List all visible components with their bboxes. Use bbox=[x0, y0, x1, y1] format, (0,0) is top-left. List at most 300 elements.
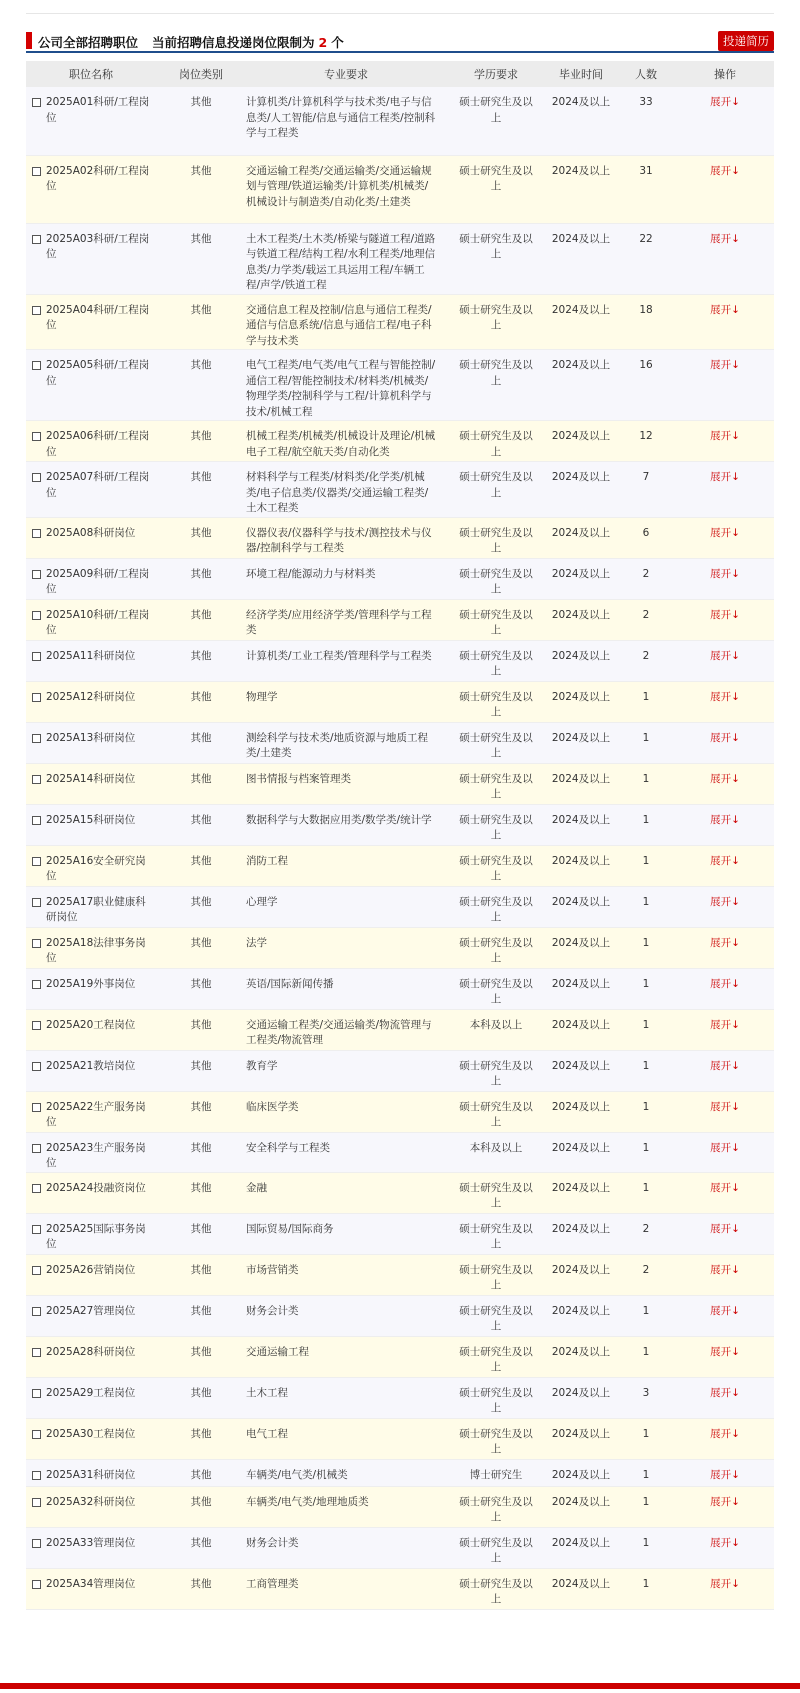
table-row bbox=[26, 1486, 774, 1527]
row-checkbox[interactable] bbox=[32, 1266, 41, 1275]
cell-graduation: 2024及以上 bbox=[546, 1009, 616, 1050]
cell-graduation: 2024及以上 bbox=[546, 1091, 616, 1132]
row-checkbox[interactable] bbox=[32, 570, 41, 579]
position-name: 2025A09科研/工程岗位 bbox=[46, 567, 150, 595]
cell-major: 交通运输工程 bbox=[246, 1336, 446, 1377]
cell-graduation: 2024及以上 bbox=[546, 722, 616, 763]
cell-major: 车辆类/电气类/机械类 bbox=[246, 1459, 446, 1486]
expand-link[interactable]: 展开↓ bbox=[710, 608, 740, 621]
row-checkbox[interactable] bbox=[32, 857, 41, 866]
cell-education: 硕士研究生及以上 bbox=[446, 722, 546, 763]
cell-graduation: 2024及以上 bbox=[546, 1418, 616, 1459]
cell-headcount: 2 bbox=[616, 1254, 676, 1295]
cell-graduation: 2024及以上 bbox=[546, 155, 616, 223]
row-checkbox[interactable] bbox=[32, 775, 41, 784]
cell-action bbox=[676, 155, 774, 223]
position-name: 2025A23生产服务岗位 bbox=[46, 1141, 146, 1169]
col-header-category: 岗位类别 bbox=[156, 61, 246, 87]
expand-link[interactable]: 展开↓ bbox=[710, 1468, 740, 1481]
table-row bbox=[26, 421, 774, 462]
cell-major: 经济学类/应用经济学类/管理科学与工程类 bbox=[246, 599, 446, 640]
table-row bbox=[26, 462, 774, 518]
row-checkbox[interactable] bbox=[32, 1498, 41, 1507]
cell-position-name bbox=[26, 1336, 156, 1377]
cell-position-name bbox=[26, 722, 156, 763]
position-name: 2025A32科研岗位 bbox=[46, 1495, 136, 1508]
cell-education: 硕士研究生及以上 bbox=[446, 462, 546, 518]
cell-major: 法学 bbox=[246, 927, 446, 968]
cell-category: 其他 bbox=[156, 968, 246, 1009]
expand-link[interactable]: 展开↓ bbox=[710, 1263, 740, 1276]
expand-link[interactable]: 展开↓ bbox=[710, 471, 740, 483]
row-checkbox[interactable] bbox=[32, 939, 41, 948]
footer-bar bbox=[0, 1683, 800, 1689]
expand-link[interactable]: 展开↓ bbox=[710, 96, 740, 108]
cell-action bbox=[676, 1091, 774, 1132]
cell-education: 硕士研究生及以上 bbox=[446, 1527, 546, 1568]
cell-graduation: 2024及以上 bbox=[546, 763, 616, 804]
expand-link[interactable]: 展开↓ bbox=[710, 232, 740, 245]
cell-headcount: 1 bbox=[616, 1486, 676, 1527]
cell-position-name bbox=[26, 558, 156, 599]
expand-link[interactable]: 展开↓ bbox=[710, 164, 740, 177]
cell-headcount: 1 bbox=[616, 1295, 676, 1336]
cell-position-name bbox=[26, 1418, 156, 1459]
position-name: 2025A13科研岗位 bbox=[46, 731, 136, 744]
table-row bbox=[26, 87, 774, 155]
expand-link[interactable]: 展开↓ bbox=[710, 854, 740, 867]
expand-link[interactable]: 展开↓ bbox=[710, 1181, 740, 1194]
submit-resume-button[interactable]: 投递简历 bbox=[718, 31, 774, 51]
expand-link[interactable]: 展开↓ bbox=[710, 1577, 740, 1590]
cell-major: 安全科学与工程类 bbox=[246, 1132, 446, 1172]
cell-category: 其他 bbox=[156, 350, 246, 421]
cell-education: 硕士研究生及以上 bbox=[446, 294, 546, 350]
row-checkbox[interactable] bbox=[32, 611, 41, 620]
cell-action bbox=[676, 1172, 774, 1213]
row-checkbox[interactable] bbox=[32, 693, 41, 702]
row-checkbox[interactable] bbox=[32, 529, 41, 538]
cell-position-name bbox=[26, 640, 156, 681]
cell-category: 其他 bbox=[156, 640, 246, 681]
cell-headcount: 1 bbox=[616, 1132, 676, 1172]
expand-link[interactable]: 展开↓ bbox=[710, 1304, 740, 1317]
cell-position-name bbox=[26, 599, 156, 640]
cell-category: 其他 bbox=[156, 845, 246, 886]
table-row bbox=[26, 845, 774, 886]
cell-major: 环境工程/能源动力与材料类 bbox=[246, 558, 446, 599]
cell-category: 其他 bbox=[156, 804, 246, 845]
row-checkbox[interactable] bbox=[32, 1307, 41, 1316]
expand-link[interactable]: 展开↓ bbox=[710, 649, 740, 662]
row-checkbox[interactable] bbox=[32, 98, 41, 107]
cell-category: 其他 bbox=[156, 1172, 246, 1213]
row-checkbox[interactable] bbox=[32, 980, 41, 989]
cell-graduation: 2024及以上 bbox=[546, 1172, 616, 1213]
cell-major: 金融 bbox=[246, 1172, 446, 1213]
row-checkbox[interactable] bbox=[32, 1144, 41, 1153]
position-name: 2025A19外事岗位 bbox=[46, 977, 136, 990]
cell-headcount: 1 bbox=[616, 722, 676, 763]
cell-category: 其他 bbox=[156, 1009, 246, 1050]
cell-education: 硕士研究生及以上 bbox=[446, 1091, 546, 1132]
cell-education: 硕士研究生及以上 bbox=[446, 1050, 546, 1091]
cell-category: 其他 bbox=[156, 294, 246, 350]
cell-position-name bbox=[26, 968, 156, 1009]
cell-position-name bbox=[26, 1091, 156, 1132]
cell-graduation: 2024及以上 bbox=[546, 927, 616, 968]
cell-education: 硕士研究生及以上 bbox=[446, 558, 546, 599]
cell-graduation: 2024及以上 bbox=[546, 294, 616, 350]
position-name: 2025A07科研/工程岗位 bbox=[46, 471, 150, 499]
page-header bbox=[26, 31, 774, 52]
cell-education: 硕士研究生及以上 bbox=[446, 640, 546, 681]
expand-link[interactable]: 展开↓ bbox=[710, 1427, 740, 1440]
expand-link[interactable]: 展开↓ bbox=[710, 813, 740, 826]
cell-position-name bbox=[26, 87, 156, 155]
position-name: 2025A29工程岗位 bbox=[46, 1386, 136, 1399]
row-checkbox[interactable] bbox=[32, 235, 41, 244]
row-checkbox[interactable] bbox=[32, 1580, 41, 1589]
cell-graduation: 2024及以上 bbox=[546, 1486, 616, 1527]
table-row bbox=[26, 968, 774, 1009]
cell-major: 英语/国际新闻传播 bbox=[246, 968, 446, 1009]
position-name: 2025A25国际事务岗位 bbox=[46, 1222, 146, 1250]
row-checkbox[interactable] bbox=[32, 1103, 41, 1112]
cell-action bbox=[676, 1486, 774, 1527]
cell-position-name bbox=[26, 1050, 156, 1091]
cell-category: 其他 bbox=[156, 87, 246, 155]
expand-link[interactable]: 展开↓ bbox=[710, 1141, 740, 1154]
row-checkbox[interactable] bbox=[32, 1062, 41, 1071]
cell-position-name bbox=[26, 1009, 156, 1050]
cell-graduation: 2024及以上 bbox=[546, 558, 616, 599]
expand-link[interactable]: 展开↓ bbox=[710, 731, 740, 744]
expand-link[interactable]: 展开↓ bbox=[710, 936, 740, 949]
cell-headcount: 12 bbox=[616, 421, 676, 462]
cell-graduation: 2024及以上 bbox=[546, 845, 616, 886]
row-checkbox[interactable] bbox=[32, 306, 41, 315]
cell-action bbox=[676, 640, 774, 681]
cell-position-name bbox=[26, 1459, 156, 1486]
table-row bbox=[26, 558, 774, 599]
cell-education: 硕士研究生及以上 bbox=[446, 1568, 546, 1609]
limit-count: 2 bbox=[318, 35, 328, 50]
row-checkbox[interactable] bbox=[32, 1348, 41, 1357]
position-name: 2025A14科研岗位 bbox=[46, 772, 136, 785]
cell-action bbox=[676, 1254, 774, 1295]
table-row bbox=[26, 1050, 774, 1091]
cell-major: 电气工程 bbox=[246, 1418, 446, 1459]
cell-headcount: 16 bbox=[616, 350, 676, 421]
table-row bbox=[26, 640, 774, 681]
cell-major: 机械工程类/机械类/机械设计及理论/机械电子工程/航空航天类/自动化类 bbox=[246, 421, 446, 462]
expand-link[interactable]: 展开↓ bbox=[710, 1100, 740, 1113]
cell-position-name bbox=[26, 462, 156, 518]
cell-graduation: 2024及以上 bbox=[546, 886, 616, 927]
cell-graduation: 2024及以上 bbox=[546, 1377, 616, 1418]
col-header-major: 专业要求 bbox=[246, 61, 446, 87]
cell-action bbox=[676, 763, 774, 804]
row-checkbox[interactable] bbox=[32, 816, 41, 825]
cell-action bbox=[676, 845, 774, 886]
limit-prefix: 当前招聘信息投递岗位限制为 bbox=[152, 35, 315, 50]
row-checkbox[interactable] bbox=[32, 898, 41, 907]
cell-position-name bbox=[26, 845, 156, 886]
cell-action bbox=[676, 1418, 774, 1459]
cell-education: 硕士研究生及以上 bbox=[446, 763, 546, 804]
cell-education: 本科及以上 bbox=[446, 1132, 546, 1172]
expand-link[interactable]: 展开↓ bbox=[710, 895, 740, 908]
cell-category: 其他 bbox=[156, 1459, 246, 1486]
cell-major: 数据科学与大数据应用类/数学类/统计学 bbox=[246, 804, 446, 845]
cell-headcount: 31 bbox=[616, 155, 676, 223]
cell-headcount: 6 bbox=[616, 517, 676, 558]
cell-position-name bbox=[26, 681, 156, 722]
expand-link[interactable]: 展开↓ bbox=[710, 1018, 740, 1031]
cell-major: 财务会计类 bbox=[246, 1295, 446, 1336]
row-checkbox[interactable] bbox=[32, 734, 41, 743]
row-checkbox[interactable] bbox=[32, 1225, 41, 1234]
position-name: 2025A24投融资岗位 bbox=[46, 1181, 146, 1194]
position-name: 2025A30工程岗位 bbox=[46, 1427, 136, 1440]
cell-category: 其他 bbox=[156, 223, 246, 294]
position-name: 2025A08科研岗位 bbox=[46, 526, 136, 539]
cell-action bbox=[676, 421, 774, 462]
cell-major: 工商管理类 bbox=[246, 1568, 446, 1609]
row-checkbox[interactable] bbox=[32, 1430, 41, 1439]
col-header-name: 职位名称 bbox=[26, 61, 156, 87]
table-row bbox=[26, 1091, 774, 1132]
cell-major: 临床医学类 bbox=[246, 1091, 446, 1132]
table-row bbox=[26, 1132, 774, 1172]
cell-category: 其他 bbox=[156, 1132, 246, 1172]
cell-major: 交通运输工程类/交通运输类/物流管理与工程类/物流管理 bbox=[246, 1009, 446, 1050]
cell-position-name bbox=[26, 1377, 156, 1418]
row-checkbox[interactable] bbox=[32, 432, 41, 441]
cell-category: 其他 bbox=[156, 558, 246, 599]
expand-link[interactable]: 展开↓ bbox=[710, 1386, 740, 1399]
limit-suffix: 个 bbox=[331, 35, 344, 50]
table-row bbox=[26, 1568, 774, 1609]
expand-link[interactable]: 展开↓ bbox=[710, 1345, 740, 1358]
row-checkbox[interactable] bbox=[32, 1539, 41, 1548]
cell-headcount: 1 bbox=[616, 1527, 676, 1568]
position-name: 2025A01科研/工程岗位 bbox=[46, 96, 150, 124]
cell-education: 硕士研究生及以上 bbox=[446, 155, 546, 223]
expand-link[interactable]: 展开↓ bbox=[710, 567, 740, 580]
table-row bbox=[26, 350, 774, 421]
cell-category: 其他 bbox=[156, 462, 246, 518]
cell-action bbox=[676, 462, 774, 518]
cell-action bbox=[676, 968, 774, 1009]
position-name: 2025A04科研/工程岗位 bbox=[46, 303, 150, 331]
title-accent-bar bbox=[26, 32, 32, 49]
position-name: 2025A10科研/工程岗位 bbox=[46, 608, 150, 636]
cell-category: 其他 bbox=[156, 1527, 246, 1568]
cell-position-name bbox=[26, 421, 156, 462]
cell-category: 其他 bbox=[156, 1213, 246, 1254]
cell-headcount: 1 bbox=[616, 845, 676, 886]
cell-headcount: 2 bbox=[616, 558, 676, 599]
cell-action bbox=[676, 1568, 774, 1609]
cell-education: 硕士研究生及以上 bbox=[446, 1254, 546, 1295]
cell-major: 国际贸易/国际商务 bbox=[246, 1213, 446, 1254]
table-row bbox=[26, 223, 774, 294]
cell-headcount: 22 bbox=[616, 223, 676, 294]
cell-graduation: 2024及以上 bbox=[546, 517, 616, 558]
cell-category: 其他 bbox=[156, 722, 246, 763]
table-row bbox=[26, 1254, 774, 1295]
expand-link[interactable]: 展开↓ bbox=[710, 1059, 740, 1072]
cell-position-name bbox=[26, 294, 156, 350]
expand-link[interactable]: 展开↓ bbox=[710, 1495, 740, 1508]
table-row bbox=[26, 1295, 774, 1336]
cell-category: 其他 bbox=[156, 1295, 246, 1336]
table-row bbox=[26, 681, 774, 722]
table-row bbox=[26, 927, 774, 968]
table-row bbox=[26, 1377, 774, 1418]
cell-action bbox=[676, 1377, 774, 1418]
cell-graduation: 2024及以上 bbox=[546, 1213, 616, 1254]
expand-link[interactable]: 展开↓ bbox=[710, 690, 740, 703]
expand-link[interactable]: 展开↓ bbox=[710, 303, 740, 316]
cell-action bbox=[676, 722, 774, 763]
row-checkbox[interactable] bbox=[32, 361, 41, 370]
cell-category: 其他 bbox=[156, 421, 246, 462]
cell-graduation: 2024及以上 bbox=[546, 223, 616, 294]
cell-position-name bbox=[26, 1568, 156, 1609]
cell-position-name bbox=[26, 1486, 156, 1527]
cell-action bbox=[676, 1009, 774, 1050]
cell-action bbox=[676, 1295, 774, 1336]
cell-category: 其他 bbox=[156, 1254, 246, 1295]
cell-headcount: 1 bbox=[616, 763, 676, 804]
cell-category: 其他 bbox=[156, 599, 246, 640]
cell-graduation: 2024及以上 bbox=[546, 640, 616, 681]
expand-link[interactable]: 展开↓ bbox=[710, 526, 740, 539]
page-title bbox=[38, 33, 344, 51]
position-name: 2025A18法律事务岗位 bbox=[46, 936, 146, 964]
cell-position-name bbox=[26, 223, 156, 294]
cell-action bbox=[676, 294, 774, 350]
cell-headcount: 33 bbox=[616, 87, 676, 155]
cell-major: 物理学 bbox=[246, 681, 446, 722]
cell-education: 硕士研究生及以上 bbox=[446, 421, 546, 462]
cell-graduation: 2024及以上 bbox=[546, 804, 616, 845]
expand-link[interactable]: 展开↓ bbox=[710, 977, 740, 990]
cell-headcount: 1 bbox=[616, 1009, 676, 1050]
cell-major: 教育学 bbox=[246, 1050, 446, 1091]
cell-graduation: 2024及以上 bbox=[546, 681, 616, 722]
cell-action bbox=[676, 350, 774, 421]
cell-graduation: 2024及以上 bbox=[546, 1568, 616, 1609]
table-row bbox=[26, 1418, 774, 1459]
cell-education: 硕士研究生及以上 bbox=[446, 927, 546, 968]
cell-category: 其他 bbox=[156, 1568, 246, 1609]
position-name: 2025A21教培岗位 bbox=[46, 1059, 136, 1072]
cell-headcount: 2 bbox=[616, 599, 676, 640]
expand-link[interactable]: 展开↓ bbox=[710, 1536, 740, 1549]
position-name: 2025A20工程岗位 bbox=[46, 1018, 136, 1031]
cell-graduation: 2024及以上 bbox=[546, 1459, 616, 1486]
cell-major: 计算机类/工业工程类/管理科学与工程类 bbox=[246, 640, 446, 681]
cell-graduation: 2024及以上 bbox=[546, 599, 616, 640]
cell-action bbox=[676, 558, 774, 599]
position-name: 2025A17职业健康科研岗位 bbox=[46, 895, 146, 923]
table-row bbox=[26, 763, 774, 804]
position-name: 2025A28科研岗位 bbox=[46, 1345, 136, 1358]
cell-education: 博士研究生 bbox=[446, 1459, 546, 1486]
table-row bbox=[26, 1527, 774, 1568]
cell-education: 硕士研究生及以上 bbox=[446, 1418, 546, 1459]
cell-graduation: 2024及以上 bbox=[546, 1336, 616, 1377]
cell-education: 硕士研究生及以上 bbox=[446, 845, 546, 886]
cell-headcount: 1 bbox=[616, 1336, 676, 1377]
table-row bbox=[26, 1336, 774, 1377]
top-divider bbox=[26, 13, 774, 14]
cell-headcount: 3 bbox=[616, 1377, 676, 1418]
cell-action bbox=[676, 599, 774, 640]
table-row bbox=[26, 1213, 774, 1254]
row-checkbox[interactable] bbox=[32, 652, 41, 661]
cell-position-name bbox=[26, 350, 156, 421]
cell-action bbox=[676, 87, 774, 155]
cell-action bbox=[676, 517, 774, 558]
cell-action bbox=[676, 804, 774, 845]
row-checkbox[interactable] bbox=[32, 1471, 41, 1480]
cell-category: 其他 bbox=[156, 155, 246, 223]
cell-graduation: 2024及以上 bbox=[546, 87, 616, 155]
position-name: 2025A33管理岗位 bbox=[46, 1536, 136, 1549]
cell-major: 测绘科学与技术类/地质资源与地质工程类/土建类 bbox=[246, 722, 446, 763]
row-checkbox[interactable] bbox=[32, 1184, 41, 1193]
table-row bbox=[26, 294, 774, 350]
position-name: 2025A11科研岗位 bbox=[46, 649, 136, 662]
cell-headcount: 1 bbox=[616, 1568, 676, 1609]
cell-major: 仪器仪表/仪器科学与技术/测控技术与仪器/控制科学与工程类 bbox=[246, 517, 446, 558]
header-rule bbox=[26, 51, 774, 53]
position-name: 2025A02科研/工程岗位 bbox=[46, 164, 150, 192]
cell-position-name bbox=[26, 1527, 156, 1568]
cell-graduation: 2024及以上 bbox=[546, 1527, 616, 1568]
expand-link[interactable]: 展开↓ bbox=[710, 359, 740, 371]
cell-graduation: 2024及以上 bbox=[546, 350, 616, 421]
row-checkbox[interactable] bbox=[32, 167, 41, 176]
cell-category: 其他 bbox=[156, 1091, 246, 1132]
expand-link[interactable]: 展开↓ bbox=[710, 772, 740, 785]
cell-position-name bbox=[26, 1213, 156, 1254]
row-checkbox[interactable] bbox=[32, 1021, 41, 1030]
cell-position-name bbox=[26, 886, 156, 927]
cell-headcount: 1 bbox=[616, 804, 676, 845]
cell-position-name bbox=[26, 1172, 156, 1213]
position-name: 2025A31科研岗位 bbox=[46, 1468, 136, 1481]
expand-link[interactable]: 展开↓ bbox=[710, 1222, 740, 1235]
cell-education: 硕士研究生及以上 bbox=[446, 1486, 546, 1527]
cell-major: 心理学 bbox=[246, 886, 446, 927]
cell-category: 其他 bbox=[156, 1050, 246, 1091]
row-checkbox[interactable] bbox=[32, 473, 41, 482]
cell-action bbox=[676, 1459, 774, 1486]
cell-education: 硕士研究生及以上 bbox=[446, 886, 546, 927]
cell-graduation: 2024及以上 bbox=[546, 462, 616, 518]
expand-link[interactable]: 展开↓ bbox=[710, 430, 740, 442]
cell-major: 图书情报与档案管理类 bbox=[246, 763, 446, 804]
table-row bbox=[26, 155, 774, 223]
cell-category: 其他 bbox=[156, 1486, 246, 1527]
row-checkbox[interactable] bbox=[32, 1389, 41, 1398]
